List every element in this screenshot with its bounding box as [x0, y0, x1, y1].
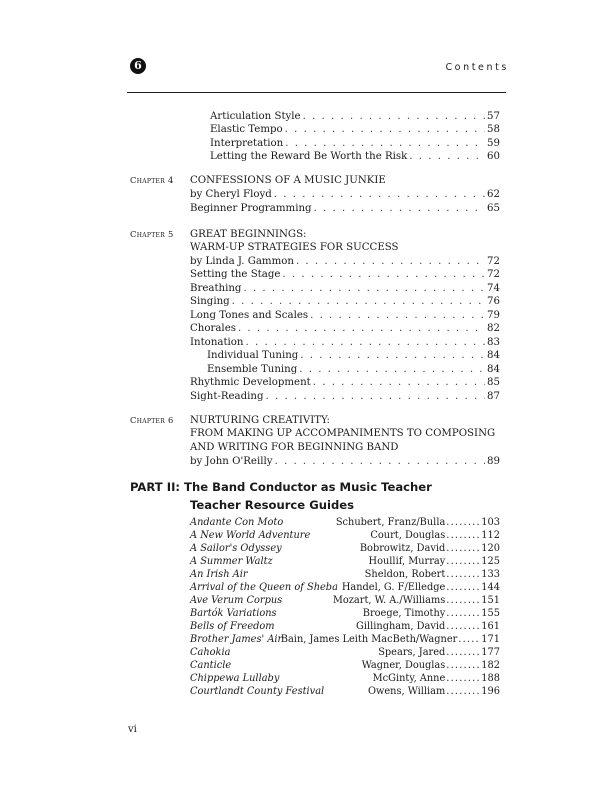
guide-entry[interactable]: A Summer Waltz Houllif, Murray ..... 125	[190, 555, 500, 568]
chapter-title[interactable]: CONFESSIONS OF A MUSIC JUNKIE	[190, 175, 386, 186]
toc-entry[interactable]: by John O'Reilly . . . 89	[190, 455, 500, 468]
guide-entry[interactable]: Ave Verum Corpus Mozart, W. A./Williams ..... 151	[190, 594, 500, 607]
running-head: Contents	[445, 62, 509, 73]
page-number: vi	[128, 724, 137, 735]
toc-entry[interactable]: by Linda J. Gammon . . . 72	[190, 255, 500, 268]
toc-entry[interactable]: Chorales . . . 82	[190, 322, 500, 335]
toc-entry[interactable]: Breathing . . . 74	[190, 282, 500, 295]
guide-entry[interactable]: Bells of Freedom Gillingham, David ..... 161	[190, 620, 500, 633]
toc-entry[interactable]: by Cheryl Floyd . . . 62	[190, 188, 500, 201]
chapter-label: Chapter 6	[130, 415, 174, 425]
chapter-label: Chapter 4	[130, 175, 174, 185]
guide-entry[interactable]: A Sailor's Odyssey Bobrowitz, David ..... 120	[190, 542, 500, 555]
guide-entry[interactable]: Arrival of the Queen of Sheba Handel, G. F/Elledge ..... 144	[190, 581, 500, 594]
chapter-title[interactable]: WARM-UP STRATEGIES FOR SUCCESS	[190, 242, 399, 253]
guide-entry[interactable]: Canticle Wagner, Douglas ..... 182	[190, 659, 500, 672]
chapter-label: Chapter 5	[130, 229, 174, 239]
guide-entry[interactable]: An Irish Air Sheldon, Robert ..... 133	[190, 568, 500, 581]
toc-entry[interactable]: Setting the Stage . . . 72	[190, 268, 500, 281]
toc-subentry[interactable]: Ensemble Tuning . . . 84	[207, 363, 500, 376]
part-subheading[interactable]: Teacher Resource Guides	[190, 498, 355, 512]
guide-entry[interactable]: Cahokia Spears, Jared ..... 177	[190, 646, 500, 659]
publisher-logo: 6	[130, 58, 146, 74]
part-heading[interactable]: PART II: The Band Conductor as Music Teacher	[130, 480, 432, 494]
toc-entry[interactable]: Singing . . . 76	[190, 295, 500, 308]
chapter-title[interactable]: NURTURING CREATIVITY:	[190, 415, 330, 426]
header-rule	[127, 92, 506, 93]
guide-entry[interactable]: Andante Con Moto Schubert, Franz/Bulla ..... 103	[190, 516, 500, 529]
toc-entry[interactable]: Articulation Style . . . 57	[210, 110, 500, 123]
toc-entry[interactable]: Interpretation . . . 59	[210, 137, 500, 150]
toc-entry[interactable]: Elastic Tempo . . . 58	[210, 123, 500, 136]
toc-entry[interactable]: Long Tones and Scales . . . 79	[190, 309, 500, 322]
toc-subentry[interactable]: Individual Tuning . . . 84	[207, 349, 500, 362]
chapter-title[interactable]: FROM MAKING UP ACCOMPANIMENTS TO COMPOSING	[190, 428, 496, 439]
toc-entry[interactable]: Rhythmic Development . . . 85	[190, 376, 500, 389]
guide-entry[interactable]: A New World Adventure Court, Douglas ..... 112	[190, 529, 500, 542]
guide-entry[interactable]: Chippewa Lullaby McGinty, Anne ..... 188	[190, 672, 500, 685]
chapter-title[interactable]: GREAT BEGINNINGS:	[190, 229, 307, 240]
toc-entry[interactable]: Sight-Reading . . . 87	[190, 390, 500, 403]
toc-entry[interactable]: Letting the Reward Be Worth the Risk . . . 60	[210, 150, 500, 163]
toc-entry[interactable]: Beginner Programming . . . 65	[190, 202, 500, 215]
guide-entry[interactable]: Bartók Variations Broege, Timothy ..... 155	[190, 607, 500, 620]
guide-entry[interactable]: Courtlandt County Festival Owens, William ..... 196	[190, 685, 500, 698]
chapter-title[interactable]: AND WRITING FOR BEGINNING BAND	[190, 442, 399, 453]
guide-entry[interactable]: Brother James' Air Bain, James Leith MacBeth/Wagner ..... 171	[190, 633, 500, 646]
toc-entry[interactable]: Intonation . . . 83	[190, 336, 500, 349]
